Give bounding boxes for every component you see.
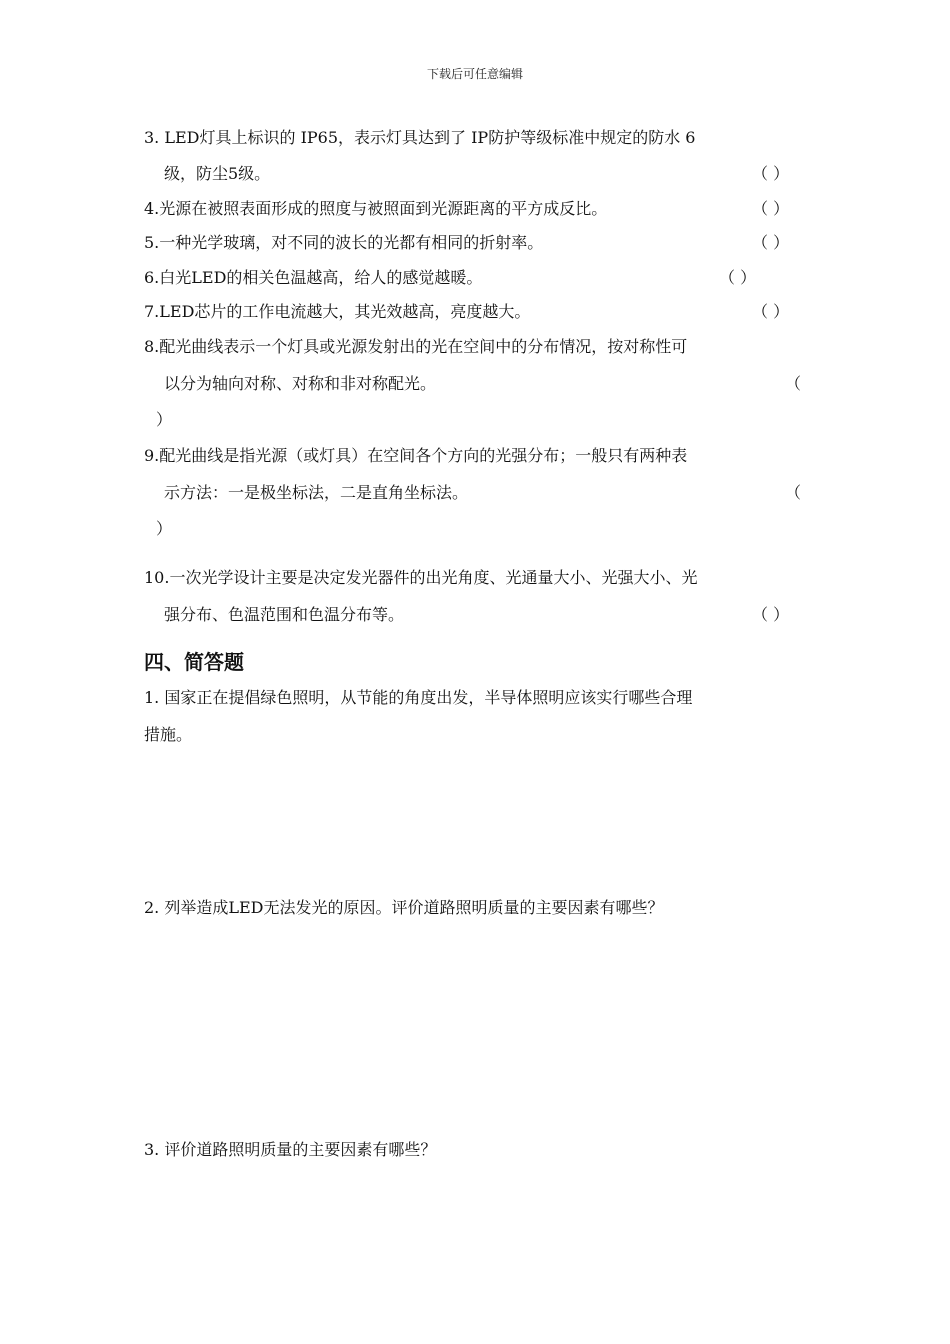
short-answer-2-text: 2. 列举造成LED无法发光的原因。评价道路照明质量的主要因素有哪些？ [144,898,664,917]
short-answer-1-line-2: 措施。 [144,725,193,744]
question-5-answer-paren[interactable]: （ ） [752,233,790,252]
question-6-answer-paren[interactable]: （ ） [719,268,757,287]
question-8-answer-paren-close[interactable]: ） [156,410,173,429]
section-heading-short-answer: 四、简答题 [144,650,244,674]
question-10-answer-paren[interactable]: （ ） [752,605,790,624]
question-8-line-1: 8.配光曲线表示一个灯具或光源发射出的光在空间中的分布情况，按对称性可 [144,337,688,356]
question-9-answer-paren-open[interactable]: （ [785,483,802,502]
question-7-text: 7.LED芯片的工作电流越大，其光效越高，亮度越大。 [144,302,531,321]
question-10-line-1: 10.一次光学设计主要是决定发光器件的出光角度、光通量大小、光强大小、光 [144,568,698,587]
question-3-line-2: 级，防尘5级。 [164,164,271,183]
question-8-answer-paren-open[interactable]: （ [785,374,802,393]
question-9-line-1: 9.配光曲线是指光源（或灯具）在空间各个方向的光强分布；一般只有两种表 [144,446,688,465]
question-7-answer-paren[interactable]: （ ） [752,302,790,321]
short-answer-3-text: 3. 评价道路照明质量的主要因素有哪些？ [144,1140,437,1159]
question-3-answer-paren[interactable]: （ ） [752,164,790,183]
question-9-line-2: 示方法：一是极坐标法，二是直角坐标法。 [164,483,469,502]
question-8-line-2: 以分为轴向对称、对称和非对称配光。 [164,374,437,393]
question-4-answer-paren[interactable]: （ ） [752,199,790,218]
page-header: 下载后可任意编辑 [426,67,523,81]
question-5-text: 5.一种光学玻璃，对不同的波长的光都有相同的折射率。 [144,233,544,252]
question-9-answer-paren-close[interactable]: ） [156,519,173,538]
question-3-line-1: 3. LED灯具上标识的 IP65，表示灯具达到了 IP防护等级标准中规定的防水 6 [144,128,696,147]
short-answer-1-line-1: 1. 国家正在提倡绿色照明，从节能的角度出发，半导体照明应该实行哪些合理 [144,688,693,707]
question-4-text: 4.光源在被照表面形成的照度与被照面到光源距离的平方成反比。 [144,199,608,218]
question-6-text: 6.白光LED的相关色温越高，给人的感觉越暖。 [144,268,483,287]
question-10-line-2: 强分布、色温范围和色温分布等。 [164,605,405,624]
